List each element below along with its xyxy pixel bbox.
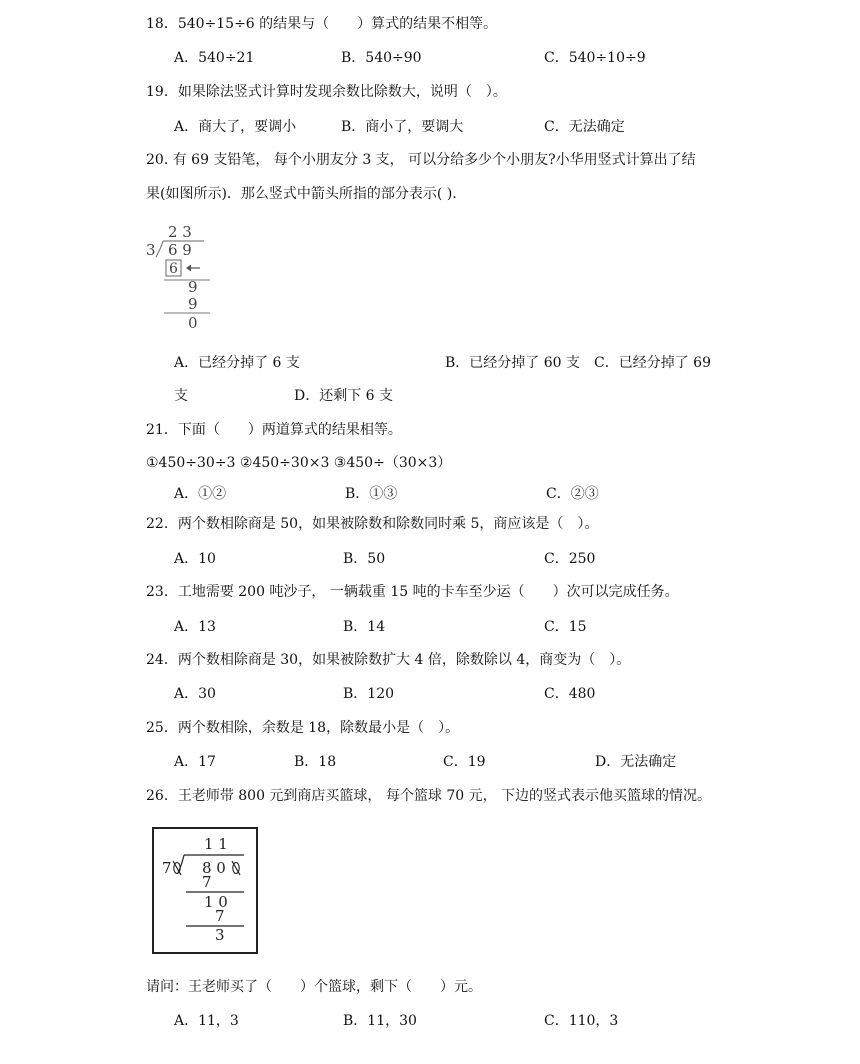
q21-option-b[interactable]: B．①③ <box>345 486 398 502</box>
q26-question: 请问：王老师买了（ ）个篮球，剩下（ ）元。 <box>146 979 482 995</box>
q19-option-a[interactable]: A．商大了，要调小 <box>174 119 297 135</box>
q20-step1-boxed: 6 <box>169 261 178 277</box>
q18-option-a[interactable]: A．540÷21 <box>174 50 255 66</box>
strikethrough-zero-dividend <box>232 861 240 875</box>
q20-step2: 9 <box>188 278 198 296</box>
q19-option-b[interactable]: B．商小了，要调大 <box>341 119 464 135</box>
q22-option-c[interactable]: C．250 <box>544 551 596 567</box>
q23-option-b[interactable]: B．14 <box>343 619 386 635</box>
q26-step3: 7 <box>215 907 225 925</box>
q25-option-c[interactable]: C．19 <box>443 754 486 770</box>
q18-option-b[interactable]: B．540÷90 <box>341 50 422 66</box>
q20-option-a[interactable]: A．已经分掉了 6 支 <box>174 355 300 371</box>
q20-stem-line2: 果(如图所示)．那么竖式中箭头所指的部分表示( ). <box>146 186 457 202</box>
arrow-left-icon <box>186 265 200 272</box>
q26-option-a[interactable]: A．11，3 <box>174 1013 239 1029</box>
q22-option-a[interactable]: A．10 <box>174 551 216 567</box>
q24-stem: 24．两个数相除商是 30，如果被除数扩大 4 倍，除数除以 4，商变为（ ）。 <box>146 652 631 668</box>
q20-stem-line1: 20. 有 69 支铅笔， 每个小朋友分 3 支， 可以分给多少个小朋友?小华用竖式计算出了结 <box>146 152 696 168</box>
q26-step2: 1 0 <box>204 893 228 911</box>
q20-option-d[interactable]: D．还剩下 6 支 <box>294 388 394 404</box>
q20-option-b-c[interactable]: B．已经分掉了 60 支 C．已经分掉了 69 <box>445 355 711 371</box>
q21-option-a[interactable]: A．①② <box>174 486 227 502</box>
q22-option-b[interactable]: B．50 <box>343 551 386 567</box>
q25-option-d[interactable]: D．无法确定 <box>595 754 677 770</box>
q23-option-a[interactable]: A．13 <box>174 619 216 635</box>
q18-option-c[interactable]: C．540÷10÷9 <box>544 50 646 66</box>
q21-stem: 21．下面（ ）两道算式的结果相等。 <box>146 422 402 438</box>
q20-option-c-continued: 支 <box>174 388 188 404</box>
q23-option-c[interactable]: C．15 <box>544 619 587 635</box>
q20-dividend: 6 9 <box>168 241 192 259</box>
q21-option-c[interactable]: C．②③ <box>546 486 599 502</box>
q18-stem: 18．540÷15÷6 的结果与（ ）算式的结果不相等。 <box>146 16 498 32</box>
q20-step3: 9 <box>188 295 198 313</box>
q26-remainder: 3 <box>215 926 225 944</box>
q20-remainder: 0 <box>188 314 198 332</box>
q20-divisor: 3 <box>146 241 156 259</box>
q26-long-division-figure <box>152 827 260 955</box>
q25-option-a[interactable]: A．17 <box>174 754 216 770</box>
q22-stem: 22．两个数相除商是 50，如果被除数和除数同时乘 5，商应该是（ ）。 <box>146 516 599 532</box>
q26-step1: 7 <box>202 873 212 891</box>
q25-option-b[interactable]: B．18 <box>294 754 337 770</box>
q24-option-b[interactable]: B．120 <box>343 686 395 702</box>
q19-stem: 19．如果除法竖式计算时发现余数比除数大，说明（ ）。 <box>146 84 507 100</box>
q26-dividend: 8 0 <box>202 859 226 877</box>
q23-stem: 23．工地需要 200 吨沙子， 一辆载重 15 吨的卡车至少运（ ）次可以完成任务。 <box>146 584 679 600</box>
q21-expressions: ①450÷30÷3 ②450÷30×3 ③450÷（30×3） <box>146 455 452 471</box>
q19-option-c[interactable]: C．无法确定 <box>544 119 625 135</box>
q26-quotient: 1 1 <box>204 835 228 853</box>
q26-divisor: 7 <box>162 859 172 877</box>
q20-quotient: 2 3 <box>168 223 192 241</box>
q24-option-a[interactable]: A．30 <box>174 686 216 702</box>
q26-option-c[interactable]: C．110，3 <box>544 1013 619 1029</box>
q26-stem: 26．王老师带 800 元到商店买篮球， 每个篮球 70 元， 下边的竖式表示他买篮球的情况。 <box>146 788 712 804</box>
q25-stem: 25．两个数相除，余数是 18，除数最小是（ ）。 <box>146 720 460 736</box>
q24-option-c[interactable]: C．480 <box>544 686 596 702</box>
q20-long-division-figure <box>140 220 240 332</box>
q26-option-b[interactable]: B．11，30 <box>343 1013 417 1029</box>
